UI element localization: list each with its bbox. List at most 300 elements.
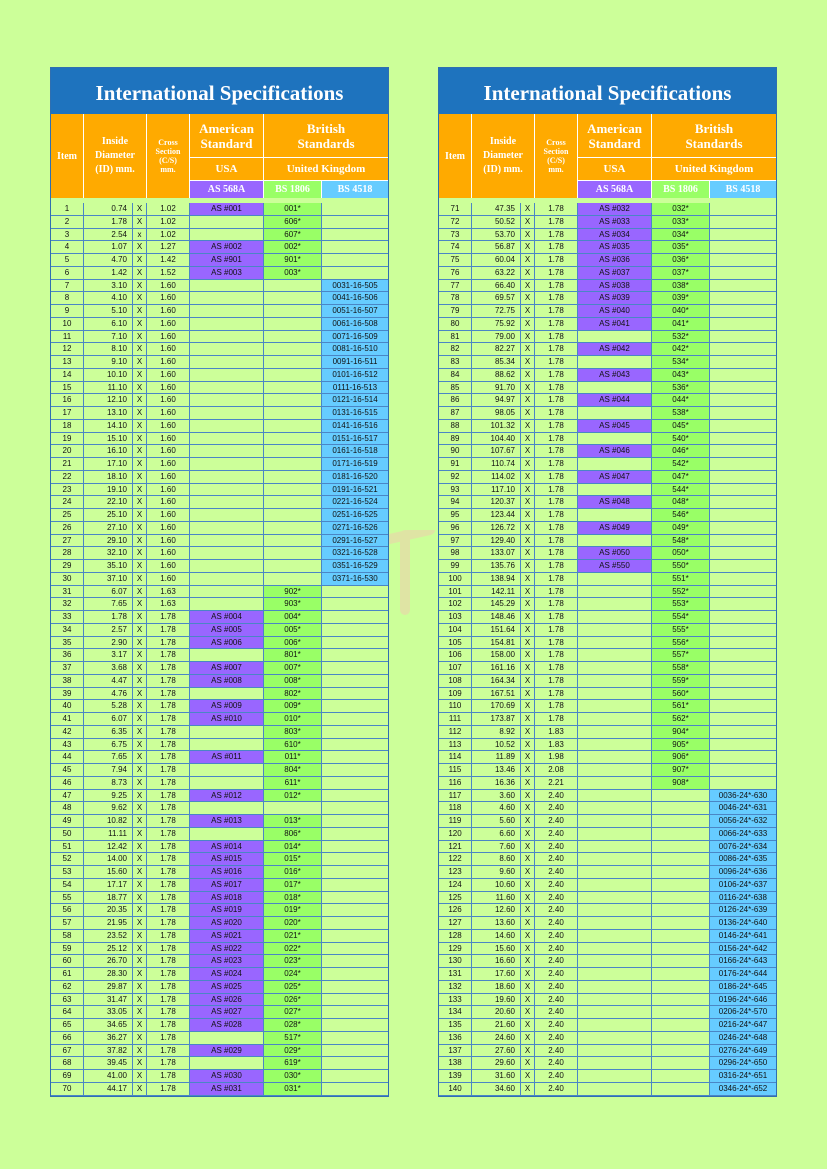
cell-item: 116 <box>439 777 472 790</box>
cell-bs4518 <box>322 892 388 905</box>
cell-cross-section: 2.40 <box>535 1006 578 1019</box>
cell-bs4518 <box>322 1070 388 1083</box>
cell-item: 58 <box>51 930 84 943</box>
cell-inside-diameter: 6.07 <box>84 586 133 599</box>
cell-x: X <box>133 879 147 892</box>
cell-bs4518 <box>322 586 388 599</box>
cell-x: X <box>521 624 535 637</box>
cell-cross-section: 1.78 <box>535 394 578 407</box>
cell-cross-section: 1.78 <box>147 1045 190 1058</box>
cell-as568a: AS #007 <box>190 662 264 675</box>
cell-item: 126 <box>439 904 472 917</box>
cell-inside-diameter: 56.87 <box>472 241 521 254</box>
cell-bs4518: 0166-24*-643 <box>710 955 776 968</box>
cell-x: X <box>133 790 147 803</box>
cell-cross-section: 1.78 <box>535 688 578 701</box>
cell-item: 18 <box>51 420 84 433</box>
table-row <box>51 930 388 943</box>
cell-bs4518 <box>710 216 776 229</box>
cell-x: X <box>521 292 535 305</box>
cell-x: X <box>133 828 147 841</box>
cell-x: X <box>133 1006 147 1019</box>
cell-x: X <box>521 726 535 739</box>
cell-bs1806 <box>264 420 322 433</box>
cell-x: X <box>133 471 147 484</box>
cell-item: 135 <box>439 1019 472 1032</box>
cell-x: X <box>521 943 535 956</box>
table-row <box>51 229 388 242</box>
cell-bs4518: 0116-24*-638 <box>710 892 776 905</box>
cell-bs1806: 610* <box>264 739 322 752</box>
cell-item: 28 <box>51 547 84 560</box>
cell-inside-diameter: 2.57 <box>84 624 133 637</box>
cell-bs4518 <box>710 637 776 650</box>
cell-x: X <box>521 535 535 548</box>
cell-bs4518 <box>710 586 776 599</box>
cell-x: X <box>133 637 147 650</box>
cell-as568a: AS #020 <box>190 917 264 930</box>
cell-bs1806 <box>264 802 322 815</box>
table-row <box>51 624 388 637</box>
cell-as568a <box>190 394 264 407</box>
cell-inside-diameter: 72.75 <box>472 305 521 318</box>
cell-x: X <box>133 598 147 611</box>
cell-item: 54 <box>51 879 84 892</box>
cell-as568a <box>578 598 652 611</box>
cell-bs4518 <box>710 688 776 701</box>
table-row <box>439 1019 776 1032</box>
cell-as568a <box>578 484 652 497</box>
cell-x: X <box>521 216 535 229</box>
cell-cross-section: 2.08 <box>535 764 578 777</box>
cell-x: X <box>133 917 147 930</box>
cell-as568a <box>190 1057 264 1070</box>
table-row <box>51 522 388 535</box>
table-row <box>51 637 388 650</box>
cell-item: 80 <box>439 318 472 331</box>
cell-bs4518 <box>322 241 388 254</box>
cell-cross-section: 1.60 <box>147 535 190 548</box>
table-row <box>51 509 388 522</box>
cell-as568a <box>190 458 264 471</box>
cell-bs4518 <box>710 343 776 356</box>
cell-item: 120 <box>439 828 472 841</box>
cell-item: 15 <box>51 382 84 395</box>
cell-bs4518 <box>322 828 388 841</box>
cell-cross-section: 2.40 <box>535 904 578 917</box>
cell-bs4518 <box>710 318 776 331</box>
cell-cross-section: 1.78 <box>147 688 190 701</box>
cell-x: X <box>521 458 535 471</box>
cell-inside-diameter: 161.16 <box>472 662 521 675</box>
cell-as568a: AS #008 <box>190 675 264 688</box>
cell-item: 74 <box>439 241 472 254</box>
cell-bs1806 <box>652 994 710 1007</box>
cell-inside-diameter: 17.60 <box>472 968 521 981</box>
cell-bs1806 <box>264 292 322 305</box>
cell-cross-section: 1.78 <box>535 547 578 560</box>
table-row <box>51 1083 388 1096</box>
cell-as568a <box>578 433 652 446</box>
cell-cross-section: 1.60 <box>147 433 190 446</box>
cell-inside-diameter: 26.70 <box>84 955 133 968</box>
cell-item: 95 <box>439 509 472 522</box>
cell-inside-diameter: 6.75 <box>84 739 133 752</box>
cell-item: 11 <box>51 331 84 344</box>
table-row <box>439 331 776 344</box>
table-row <box>51 1019 388 1032</box>
cell-x: X <box>133 1057 147 1070</box>
table-row <box>51 369 388 382</box>
cell-x: X <box>133 815 147 828</box>
cell-bs1806: 804* <box>264 764 322 777</box>
table-row <box>51 496 388 509</box>
cell-bs4518 <box>322 1006 388 1019</box>
cell-as568a: AS #901 <box>190 254 264 267</box>
cell-as568a: AS #032 <box>578 203 652 216</box>
cell-bs1806 <box>652 1006 710 1019</box>
cell-bs1806: 008* <box>264 675 322 688</box>
cell-as568a: AS #019 <box>190 904 264 917</box>
cell-bs1806: 038* <box>652 280 710 293</box>
cell-item: 101 <box>439 586 472 599</box>
cell-x: X <box>521 968 535 981</box>
cell-cross-section: 1.60 <box>147 484 190 497</box>
cell-inside-diameter: 18.60 <box>472 981 521 994</box>
cell-cross-section: 1.78 <box>147 726 190 739</box>
cell-as568a <box>578 981 652 994</box>
cell-bs1806: 906* <box>652 751 710 764</box>
cell-item: 1 <box>51 203 84 216</box>
cell-x: X <box>521 331 535 344</box>
cell-as568a <box>578 1083 652 1096</box>
cell-as568a: AS #017 <box>190 879 264 892</box>
cell-inside-diameter: 32.10 <box>84 547 133 560</box>
cell-bs4518 <box>322 713 388 726</box>
cell-as568a: AS #016 <box>190 866 264 879</box>
cell-bs1806 <box>264 331 322 344</box>
table-row <box>439 382 776 395</box>
cell-item: 68 <box>51 1057 84 1070</box>
cell-inside-diameter: 2.90 <box>84 637 133 650</box>
table-row <box>439 496 776 509</box>
cell-cross-section: 1.78 <box>535 343 578 356</box>
header-american-standard: American Standard <box>190 114 264 158</box>
cell-inside-diameter: 19.10 <box>84 484 133 497</box>
cell-cross-section: 2.40 <box>535 981 578 994</box>
cell-cross-section: 1.83 <box>535 739 578 752</box>
cell-x: X <box>521 892 535 905</box>
cell-inside-diameter: 164.34 <box>472 675 521 688</box>
cell-as568a <box>578 675 652 688</box>
cell-inside-diameter: 3.17 <box>84 649 133 662</box>
cell-bs4518 <box>322 267 388 280</box>
cell-as568a: AS #030 <box>190 1070 264 1083</box>
cell-as568a <box>578 586 652 599</box>
cell-bs4518 <box>322 981 388 994</box>
table-row <box>51 331 388 344</box>
cell-inside-diameter: 6.60 <box>472 828 521 841</box>
cell-as568a: AS #049 <box>578 522 652 535</box>
cell-bs1806 <box>652 1083 710 1096</box>
cell-as568a <box>578 815 652 828</box>
cell-bs4518 <box>710 547 776 560</box>
table-row <box>439 560 776 573</box>
cell-cross-section: 1.78 <box>147 853 190 866</box>
cell-cross-section: 1.78 <box>147 943 190 956</box>
header-cross-section: Cross Section (C/S) mm. <box>535 114 578 198</box>
cell-cross-section: 1.60 <box>147 522 190 535</box>
cell-inside-diameter: 12.42 <box>84 841 133 854</box>
cell-x: X <box>133 968 147 981</box>
cell-x: X <box>521 1057 535 1070</box>
cell-as568a <box>578 1032 652 1045</box>
cell-bs1806 <box>652 1045 710 1058</box>
cell-bs4518: 0316-24*-651 <box>710 1070 776 1083</box>
cell-x: X <box>521 611 535 624</box>
cell-as568a <box>578 509 652 522</box>
table-row <box>51 433 388 446</box>
cell-inside-diameter: 13.10 <box>84 407 133 420</box>
cell-bs1806: 544* <box>652 484 710 497</box>
cell-cross-section: 1.78 <box>535 382 578 395</box>
cell-x: X <box>133 535 147 548</box>
cell-bs1806: 556* <box>652 637 710 650</box>
cell-cross-section: 1.78 <box>535 471 578 484</box>
cell-bs4518 <box>322 688 388 701</box>
cell-item: 100 <box>439 573 472 586</box>
cell-bs4518 <box>322 955 388 968</box>
cell-bs1806: 022* <box>264 943 322 956</box>
cell-bs4518: 0056-24*-632 <box>710 815 776 828</box>
cell-cross-section: 1.60 <box>147 458 190 471</box>
cell-bs1806: 558* <box>652 662 710 675</box>
cell-x: X <box>133 203 147 216</box>
table-row <box>51 611 388 624</box>
cell-x: X <box>521 382 535 395</box>
cell-inside-diameter: 34.65 <box>84 1019 133 1032</box>
cell-as568a <box>190 331 264 344</box>
header-item: Item <box>439 114 472 198</box>
cell-as568a: AS #025 <box>190 981 264 994</box>
cell-bs4518: 0061-16-508 <box>322 318 388 331</box>
cell-x: X <box>133 254 147 267</box>
cell-cross-section: 1.98 <box>535 751 578 764</box>
cell-item: 32 <box>51 598 84 611</box>
table-row <box>439 535 776 548</box>
cell-inside-diameter: 133.07 <box>472 547 521 560</box>
cell-cross-section: 1.78 <box>535 369 578 382</box>
cell-item: 123 <box>439 866 472 879</box>
cell-bs1806: 532* <box>652 331 710 344</box>
cell-as568a <box>578 841 652 854</box>
header-bs4518: BS 4518 <box>322 180 388 198</box>
cell-bs4518 <box>322 751 388 764</box>
cell-item: 23 <box>51 484 84 497</box>
table-body <box>439 198 776 1096</box>
cell-inside-diameter: 151.64 <box>472 624 521 637</box>
cell-item: 31 <box>51 586 84 599</box>
cell-inside-diameter: 41.00 <box>84 1070 133 1083</box>
cell-cross-section: 2.40 <box>535 815 578 828</box>
cell-as568a <box>578 713 652 726</box>
cell-x: X <box>133 866 147 879</box>
table-row <box>51 904 388 917</box>
table-row <box>439 892 776 905</box>
cell-inside-diameter: 36.27 <box>84 1032 133 1045</box>
cell-x: X <box>521 1032 535 1045</box>
cell-x: X <box>133 560 147 573</box>
table-row <box>439 369 776 382</box>
cell-item: 140 <box>439 1083 472 1096</box>
table-row <box>439 649 776 662</box>
cell-as568a <box>578 637 652 650</box>
cell-bs1806: 555* <box>652 624 710 637</box>
cell-as568a <box>578 1070 652 1083</box>
cell-as568a: AS #041 <box>578 318 652 331</box>
cell-cross-section: 1.02 <box>147 229 190 242</box>
table-row <box>439 522 776 535</box>
cell-cross-section: 1.78 <box>147 637 190 650</box>
cell-inside-diameter: 11.89 <box>472 751 521 764</box>
cell-as568a: AS #039 <box>578 292 652 305</box>
table-row <box>51 560 388 573</box>
cell-inside-diameter: 1.78 <box>84 611 133 624</box>
cell-as568a <box>190 1032 264 1045</box>
cell-bs4518 <box>710 382 776 395</box>
cell-item: 7 <box>51 280 84 293</box>
cell-as568a <box>190 305 264 318</box>
table-row <box>51 254 388 267</box>
table-row <box>439 815 776 828</box>
cell-as568a <box>578 624 652 637</box>
cell-x: X <box>521 394 535 407</box>
header-usa: USA <box>578 158 652 180</box>
cell-inside-diameter: 167.51 <box>472 688 521 701</box>
cell-cross-section: 2.40 <box>535 866 578 879</box>
cell-x: X <box>521 675 535 688</box>
table-row <box>51 662 388 675</box>
cell-item: 43 <box>51 739 84 752</box>
cell-cross-section: 1.78 <box>147 968 190 981</box>
cell-as568a: AS #046 <box>578 445 652 458</box>
cell-inside-diameter: 16.36 <box>472 777 521 790</box>
cell-cross-section: 1.78 <box>147 841 190 854</box>
cell-cross-section: 1.60 <box>147 343 190 356</box>
cell-x: X <box>133 713 147 726</box>
table-row <box>51 267 388 280</box>
cell-item: 132 <box>439 981 472 994</box>
cell-item: 45 <box>51 764 84 777</box>
cell-cross-section: 1.78 <box>147 662 190 675</box>
table-row <box>439 662 776 675</box>
cell-x: X <box>133 841 147 854</box>
cell-x: X <box>521 1083 535 1096</box>
cell-bs1806 <box>652 1032 710 1045</box>
cell-as568a <box>190 688 264 701</box>
cell-inside-diameter: 53.70 <box>472 229 521 242</box>
cell-bs1806: 561* <box>652 700 710 713</box>
cell-item: 53 <box>51 866 84 879</box>
cell-as568a: AS #047 <box>578 471 652 484</box>
cell-item: 76 <box>439 267 472 280</box>
cell-x: X <box>133 331 147 344</box>
cell-as568a: AS #023 <box>190 955 264 968</box>
cell-x: X <box>521 981 535 994</box>
cell-bs1806 <box>652 904 710 917</box>
cell-inside-diameter: 7.94 <box>84 764 133 777</box>
cell-item: 124 <box>439 879 472 892</box>
cell-bs4518: 0031-16-505 <box>322 280 388 293</box>
cell-bs1806: 559* <box>652 675 710 688</box>
cell-bs1806 <box>652 930 710 943</box>
table-row <box>439 943 776 956</box>
cell-bs4518: 0161-16-518 <box>322 445 388 458</box>
cell-cross-section: 1.78 <box>147 700 190 713</box>
cell-x: X <box>521 930 535 943</box>
cell-bs4518: 0216-24*-647 <box>710 1019 776 1032</box>
cell-bs4518 <box>710 356 776 369</box>
cell-inside-diameter: 3.68 <box>84 662 133 675</box>
cell-inside-diameter: 12.10 <box>84 394 133 407</box>
cell-bs4518 <box>322 216 388 229</box>
cell-cross-section: 1.78 <box>535 458 578 471</box>
cell-bs4518: 0276-24*-649 <box>710 1045 776 1058</box>
cell-inside-diameter: 15.10 <box>84 433 133 446</box>
cell-as568a <box>190 586 264 599</box>
cell-cross-section: 1.78 <box>535 700 578 713</box>
cell-item: 78 <box>439 292 472 305</box>
cell-bs1806 <box>652 981 710 994</box>
cell-item: 49 <box>51 815 84 828</box>
table-row <box>51 649 388 662</box>
cell-bs4518 <box>710 433 776 446</box>
cell-cross-section: 1.60 <box>147 445 190 458</box>
header-inside-diameter: Inside Diameter (ID) mm. <box>84 114 147 198</box>
cell-bs1806: 536* <box>652 382 710 395</box>
cell-bs1806: 004* <box>264 611 322 624</box>
cell-x: X <box>133 649 147 662</box>
cell-cross-section: 1.60 <box>147 280 190 293</box>
cell-x: X <box>521 904 535 917</box>
cell-bs4518 <box>710 280 776 293</box>
cell-bs1806 <box>652 802 710 815</box>
cell-cross-section: 1.78 <box>147 624 190 637</box>
cell-item: 40 <box>51 700 84 713</box>
cell-as568a: AS #045 <box>578 420 652 433</box>
cell-as568a: AS #003 <box>190 267 264 280</box>
cell-as568a <box>190 739 264 752</box>
cell-x: X <box>133 700 147 713</box>
cell-as568a <box>190 382 264 395</box>
cell-bs4518 <box>322 739 388 752</box>
cell-bs1806: 036* <box>652 254 710 267</box>
table-row <box>439 433 776 446</box>
cell-inside-diameter: 9.10 <box>84 356 133 369</box>
header-british-standards: British Standards <box>264 114 388 158</box>
cell-as568a: AS #018 <box>190 892 264 905</box>
table-row <box>51 777 388 790</box>
cell-bs4518 <box>322 254 388 267</box>
cell-cross-section: 1.78 <box>535 292 578 305</box>
cell-bs1806 <box>264 394 322 407</box>
cell-bs1806: 903* <box>264 598 322 611</box>
cell-bs4518 <box>322 624 388 637</box>
cell-item: 121 <box>439 841 472 854</box>
cell-as568a <box>578 943 652 956</box>
cell-bs4518: 0251-16-525 <box>322 509 388 522</box>
cell-as568a <box>578 853 652 866</box>
